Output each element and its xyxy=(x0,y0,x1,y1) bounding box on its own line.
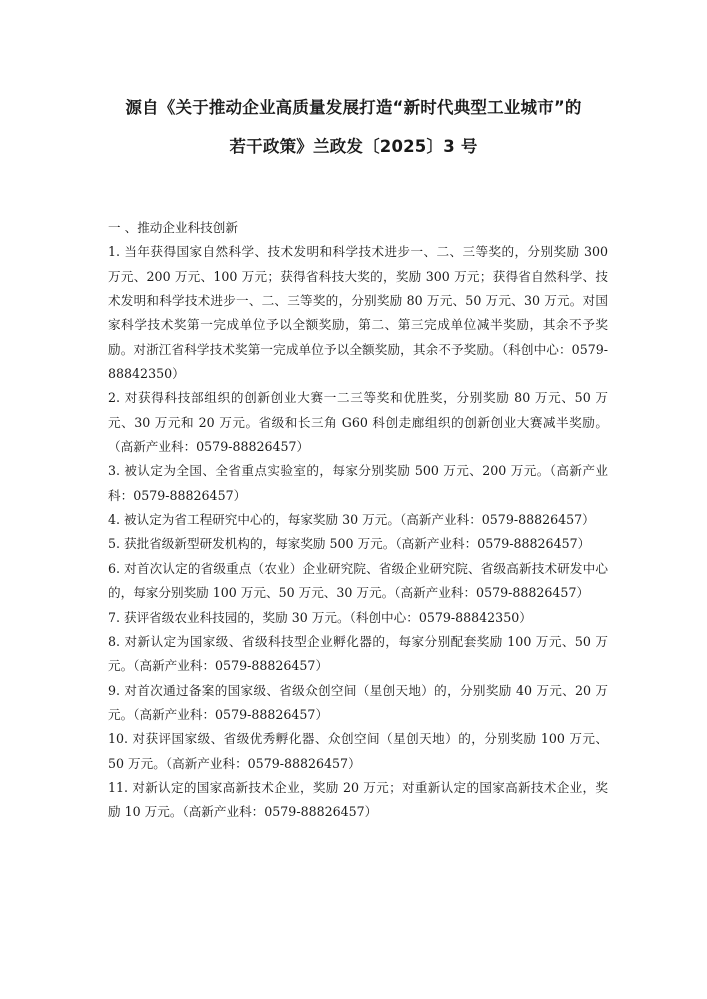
policy-item-2: 2. 对获得科技部组织的创新创业大赛一二三等奖和优胜奖，分别奖励 80 万元、50 万元、30 万元和 20 万元。省级和长三角 G60 科创走廊组织的创新创业大赛减半奖励。（高新产业科：0579-88826457） xyxy=(108,390,608,455)
document-body xyxy=(108,216,608,825)
policy-item-1: 1. 当年获得国家自然科学、技术发明和科学技术进步一、二、三等奖的，分别奖励 300 万元、200 万元、100 万元；获得省科技大奖的，奖励 300 万元；获得省自然科学、技术发明和科学技术进步一、二、三等奖的，分别奖励 80 万元、50 万元、30 万元。对国家科学技术奖第一完成单位予以全额奖励，第二、第三完成单位减半奖励，其余不予奖励。对浙江省科学技术奖第一完成单位予以全额奖励，其余不予奖励。（科创中心：0579-88842350） xyxy=(108,244,608,382)
section-heading: 一 、推动企业科技创新 xyxy=(108,220,238,235)
policy-item-9: 9. 对首次通过备案的国家级、省级众创空间（星创天地）的，分别奖励 40 万元、20 万元。（高新产业科：0579-88826457） xyxy=(108,682,608,722)
policy-item-6: 6. 对首次认定的省级重点（农业）企业研究院、省级企业研究院、省级高新技术研发中心的，每家分别奖励 100 万元、50 万元、30 万元。（高新产业科：0579-88826457） xyxy=(108,560,608,601)
policy-item-7: 7. 获评省级农业科技园的，奖励 30 万元。（科创中心：0579-88842350） xyxy=(108,609,532,625)
policy-item-11: 11. 对新认定的国家高新技术企业，奖励 20 万元；对重新认定的国家高新技术企业，奖励 10 万元。（高新产业科：0579-88826457） xyxy=(108,779,608,820)
policy-item-4: 4. 被认定为省工程研究中心的，每家奖励 30 万元。（高新产业科：0579-88826457） xyxy=(108,512,595,528)
document-title-line-2: 若干政策》兰政发〔2025〕3 号 xyxy=(229,137,478,156)
policy-item-8: 8. 对新认定为国家级、省级科技型企业孵化器的，每家分别配套奖励 100 万元、50 万元。（高新产业科：0579-88826457） xyxy=(108,633,608,674)
policy-item-10: 10. 对获评国家级、省级优秀孵化器、众创空间（星创天地）的，分别奖励 100 万元、50 万元。（高新产业科：0579-88826457） xyxy=(108,731,608,771)
policy-item-3: 3. 被认定为全国、全省重点实验室的，每家分别奖励 500 万元、200 万元。（高新产业科：0579-88826457） xyxy=(108,463,608,503)
policy-item-5: 5. 获批省级新型研发机构的，每家奖励 500 万元。（高新产业科：0579-88826457） xyxy=(108,536,591,552)
document-title-line-1: 源自《关于推动企业高质量发展打造“新时代典型工业城市”的 xyxy=(125,98,582,117)
